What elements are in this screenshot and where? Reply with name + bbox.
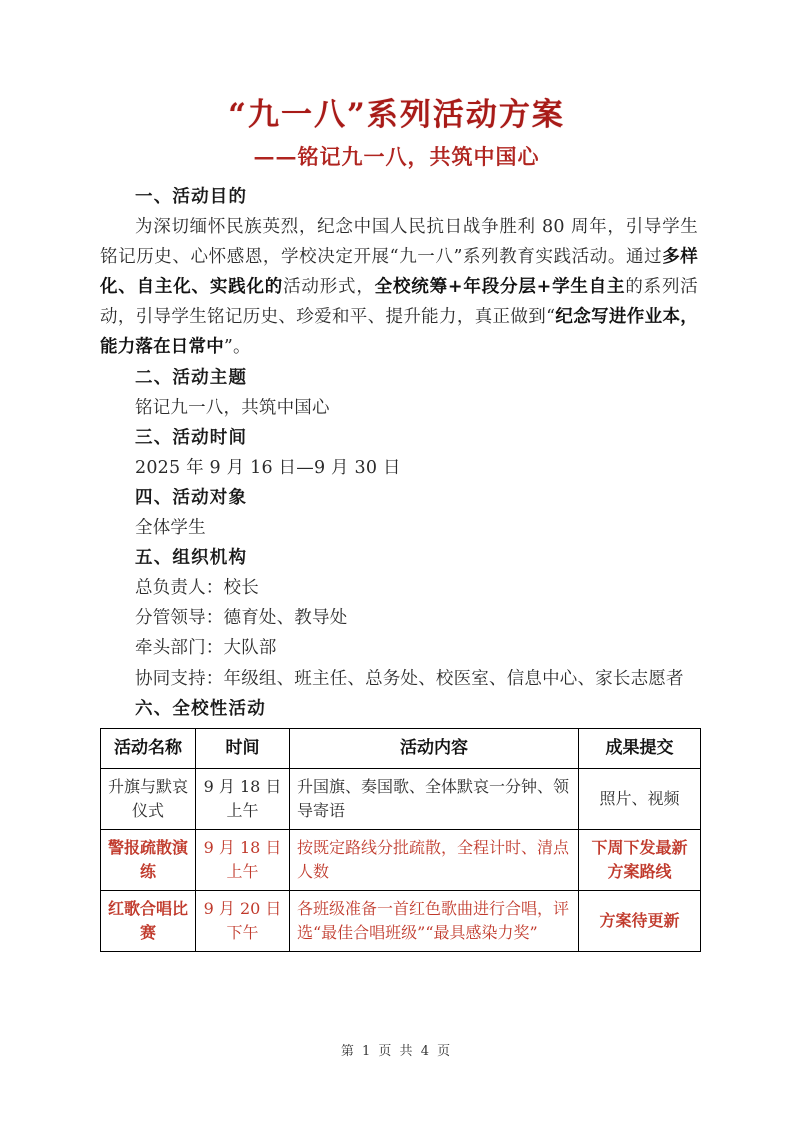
document-subtitle: ——铭记九一八，共筑中国心: [253, 143, 540, 169]
paragraph-run-bold: 多样化、自主化、实践化的: [100, 247, 698, 298]
section-heading-6: 六、全校性活动: [135, 698, 266, 719]
table-row: [101, 769, 701, 830]
cell-time: 9 月 18 日上午: [196, 830, 290, 891]
section-heading-3: 三、活动时间: [135, 427, 248, 448]
cell-time: 9 月 18 日上午: [196, 769, 290, 830]
section-body-2: 铭记九一八，共筑中国心: [135, 397, 330, 418]
cell-activity-name: 升旗与默哀仪式: [101, 769, 196, 830]
table-header-time: 时间: [196, 728, 290, 769]
section-body-3: 2025 年 9 月 16 日—9 月 30 日: [135, 457, 401, 478]
section-body-5-line-1: 总负责人：校长: [135, 578, 259, 599]
table-header-activity-name: 活动名称: [101, 728, 196, 769]
paragraph-run: 的系列活动，引导学生铭记历史、珍爱和平、提升能力，真正做到“: [100, 277, 698, 328]
activity-table-container: [0, 728, 793, 953]
document-title: “九一八”系列活动方案: [228, 97, 565, 133]
section-heading-4: 四、活动对象: [135, 487, 248, 508]
activity-table: [100, 728, 701, 953]
section-heading-2: 二、活动主题: [135, 367, 248, 388]
paragraph-run: 为深切缅怀民族英烈，纪念中国人民抗日战争胜利 80 周年，引导学生铭记历史、心怀感恩，学校决定开展“九一八”系列教育实践活动。通过: [100, 217, 698, 268]
cell-activity-content: 升国旗、奏国歌、全体默哀一分钟、领导寄语: [290, 769, 579, 830]
table-row: [101, 830, 701, 891]
section-heading-1: 一、活动目的: [135, 187, 248, 207]
activity-table-body: [101, 728, 701, 952]
cell-activity-name: 警报疏散演练: [101, 830, 196, 891]
cell-activity-content: 各班级准备一首红色歌曲进行合唱，评选“最佳合唱班级”“最具感染力奖”: [290, 891, 579, 952]
cell-deliverable: 照片、视频: [579, 769, 701, 830]
table-header-activity-content: 活动内容: [290, 728, 579, 769]
table-header-deliverable: 成果提交: [579, 728, 701, 769]
section-body-5-line-3: 牵头部门：大队部: [135, 638, 277, 659]
title-block: [0, 0, 793, 170]
section-heading-5: 五、组织机构: [135, 548, 248, 569]
cell-activity-name: 红歌合唱比赛: [101, 891, 196, 952]
paragraph-run-bold: 纪念写进作业本，能力落在日常中: [100, 307, 698, 358]
section-body-5-line-4: 协同支持：年级组、班主任、总务处、校医室、信息中心、家长志愿者: [135, 668, 684, 689]
cell-deliverable: 下周下发最新方案路线: [579, 830, 701, 891]
paragraph-run: 活动形式，: [283, 277, 375, 298]
section-body-1: [100, 212, 698, 362]
section-body-5-line-2: 分管领导：德育处、教导处: [135, 608, 348, 629]
section-body-4: 全体学生: [135, 518, 206, 539]
paragraph-run-bold: 全校统筹+年段分层+学生自主: [374, 277, 626, 298]
table-header-row: [101, 728, 701, 769]
cell-time: 9 月 20 日下午: [196, 891, 290, 952]
cell-activity-content: 按既定路线分批疏散，全程计时、清点人数: [290, 830, 579, 891]
paragraph-run: ”。: [223, 337, 251, 358]
cell-deliverable: 方案待更新: [579, 891, 701, 952]
document-body: [0, 182, 793, 724]
table-row: [101, 891, 701, 952]
page-footer: 第 1 页 共 4 页: [340, 1044, 453, 1059]
